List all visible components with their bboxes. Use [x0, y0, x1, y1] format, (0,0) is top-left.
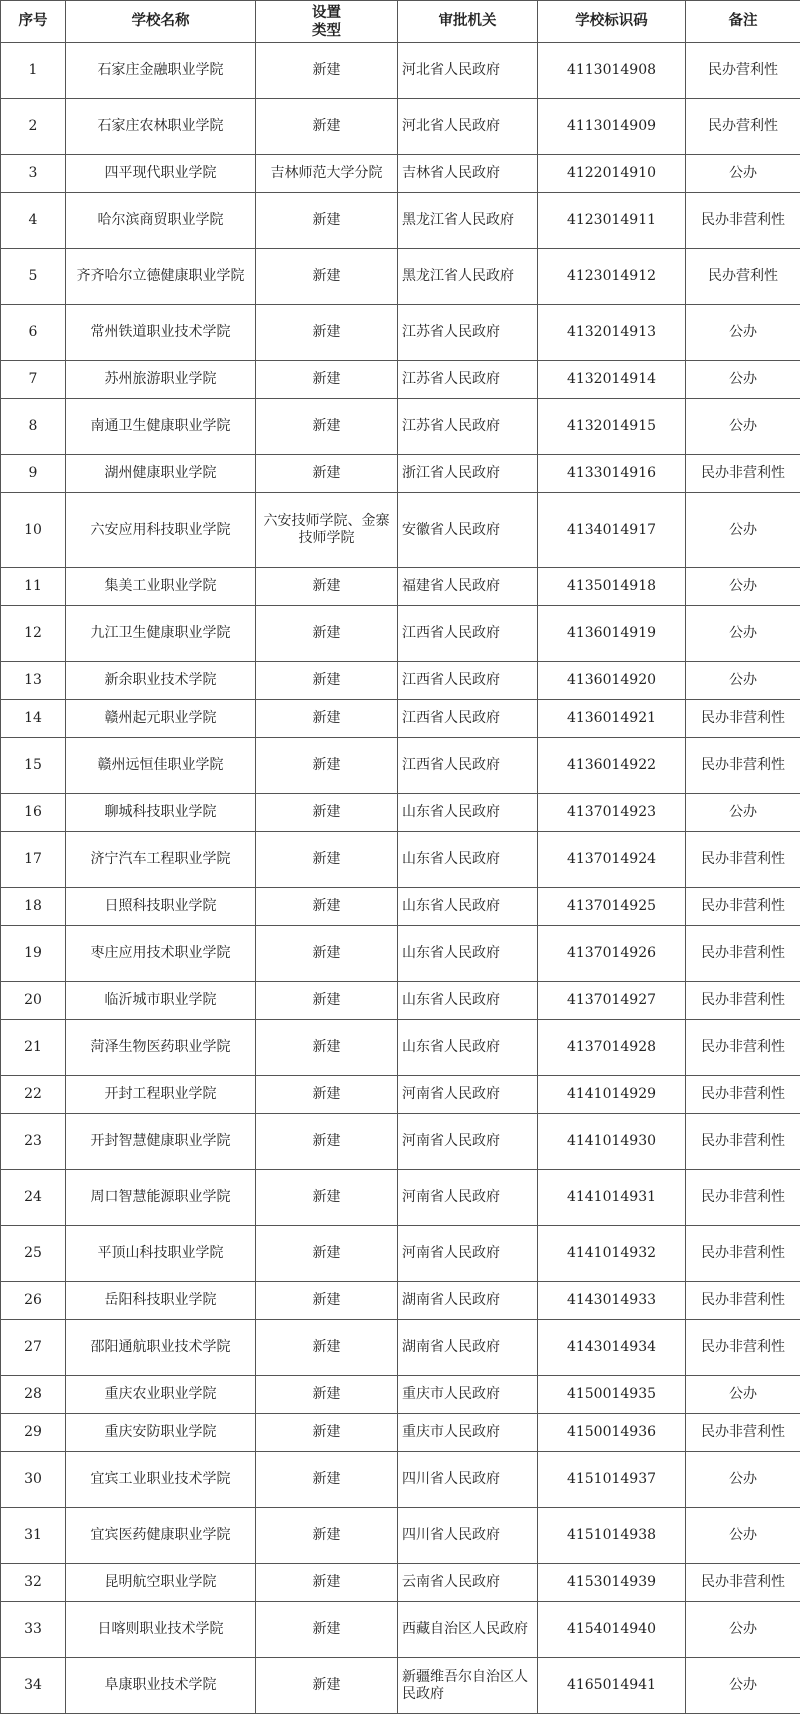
- table-row: [1, 1564, 800, 1602]
- cell-remark: 民办营利性: [686, 99, 800, 155]
- cell-type: 新建: [256, 1452, 398, 1508]
- header-row: [1, 1, 800, 43]
- cell-remark: 民办非营利性: [686, 1414, 800, 1452]
- cell-remark: 公办: [686, 1602, 800, 1658]
- cell-remark: 民办非营利性: [686, 738, 800, 794]
- cell-type: 新建: [256, 832, 398, 888]
- cell-type: 新建: [256, 568, 398, 606]
- cell-approval: 黑龙江省人民政府: [398, 249, 538, 305]
- cell-type: 新建: [256, 1658, 398, 1714]
- cell-approval: 江苏省人民政府: [398, 361, 538, 399]
- cell-type: 新建: [256, 926, 398, 982]
- cell-remark: 公办: [686, 493, 800, 568]
- cell-code: 4132014913: [538, 305, 686, 361]
- cell-remark: 公办: [686, 155, 800, 193]
- cell-code: 4136014922: [538, 738, 686, 794]
- cell-type: 新建: [256, 1226, 398, 1282]
- cell-name: 聊城科技职业学院: [66, 794, 256, 832]
- table-row: [1, 1226, 800, 1282]
- cell-name: 开封工程职业学院: [66, 1076, 256, 1114]
- cell-remark: 民办营利性: [686, 249, 800, 305]
- cell-type: 新建: [256, 700, 398, 738]
- cell-remark: 民办非营利性: [686, 888, 800, 926]
- cell-name: 赣州起元职业学院: [66, 700, 256, 738]
- cell-name: 石家庄农林职业学院: [66, 99, 256, 155]
- header-approval: 审批机关: [398, 1, 538, 43]
- cell-type: 新建: [256, 455, 398, 493]
- cell-approval: 江苏省人民政府: [398, 305, 538, 361]
- cell-remark: 公办: [686, 1452, 800, 1508]
- header-code: 学校标识码: [538, 1, 686, 43]
- table-row: [1, 455, 800, 493]
- cell-seq: 25: [1, 1226, 66, 1282]
- cell-seq: 2: [1, 99, 66, 155]
- cell-remark: 公办: [686, 1508, 800, 1564]
- cell-type: 新建: [256, 888, 398, 926]
- cell-code: 4122014910: [538, 155, 686, 193]
- cell-approval: 西藏自治区人民政府: [398, 1602, 538, 1658]
- cell-approval: 福建省人民政府: [398, 568, 538, 606]
- cell-name: 临沂城市职业学院: [66, 982, 256, 1020]
- cell-type: 新建: [256, 1376, 398, 1414]
- cell-remark: 民办非营利性: [686, 982, 800, 1020]
- cell-code: 4153014939: [538, 1564, 686, 1602]
- cell-name: 苏州旅游职业学院: [66, 361, 256, 399]
- cell-code: 4141014929: [538, 1076, 686, 1114]
- table-row: [1, 1508, 800, 1564]
- cell-name: 济宁汽车工程职业学院: [66, 832, 256, 888]
- cell-name: 哈尔滨商贸职业学院: [66, 193, 256, 249]
- table-row: [1, 888, 800, 926]
- cell-approval: 湖南省人民政府: [398, 1320, 538, 1376]
- cell-name: 菏泽生物医药职业学院: [66, 1020, 256, 1076]
- cell-seq: 22: [1, 1076, 66, 1114]
- table-row: [1, 662, 800, 700]
- table-row: [1, 1414, 800, 1452]
- cell-name: 集美工业职业学院: [66, 568, 256, 606]
- cell-remark: 民办营利性: [686, 43, 800, 99]
- table-row: [1, 738, 800, 794]
- cell-remark: 公办: [686, 399, 800, 455]
- cell-name: 赣州远恒佳职业学院: [66, 738, 256, 794]
- cell-type: 新建: [256, 794, 398, 832]
- cell-code: 4151014937: [538, 1452, 686, 1508]
- cell-type: 六安技师学院、金寨技师学院: [256, 493, 398, 568]
- table-row: [1, 606, 800, 662]
- cell-seq: 26: [1, 1282, 66, 1320]
- table-row: [1, 1602, 800, 1658]
- cell-seq: 17: [1, 832, 66, 888]
- cell-type: 吉林师范大学分院: [256, 155, 398, 193]
- cell-remark: 公办: [686, 606, 800, 662]
- cell-approval: 山东省人民政府: [398, 832, 538, 888]
- cell-type: 新建: [256, 361, 398, 399]
- cell-code: 4141014931: [538, 1170, 686, 1226]
- table-row: [1, 926, 800, 982]
- cell-name: 日喀则职业技术学院: [66, 1602, 256, 1658]
- table-row: [1, 1114, 800, 1170]
- cell-seq: 12: [1, 606, 66, 662]
- cell-type: 新建: [256, 1170, 398, 1226]
- cell-seq: 34: [1, 1658, 66, 1714]
- cell-code: 4137014927: [538, 982, 686, 1020]
- cell-approval: 山东省人民政府: [398, 926, 538, 982]
- cell-type: 新建: [256, 249, 398, 305]
- table-row: [1, 193, 800, 249]
- cell-remark: 公办: [686, 1658, 800, 1714]
- cell-seq: 30: [1, 1452, 66, 1508]
- cell-type: 新建: [256, 1564, 398, 1602]
- table-row: [1, 1452, 800, 1508]
- cell-name: 宜宾医药健康职业学院: [66, 1508, 256, 1564]
- cell-remark: 民办非营利性: [686, 832, 800, 888]
- cell-approval: 河南省人民政府: [398, 1114, 538, 1170]
- cell-remark: 公办: [686, 305, 800, 361]
- cell-remark: 民办非营利性: [686, 1020, 800, 1076]
- cell-approval: 江苏省人民政府: [398, 399, 538, 455]
- cell-remark: 民办非营利性: [686, 455, 800, 493]
- header-name: 学校名称: [66, 1, 256, 43]
- cell-code: 4137014923: [538, 794, 686, 832]
- cell-code: 4136014921: [538, 700, 686, 738]
- cell-seq: 3: [1, 155, 66, 193]
- cell-seq: 33: [1, 1602, 66, 1658]
- cell-type: 新建: [256, 193, 398, 249]
- cell-code: 4154014940: [538, 1602, 686, 1658]
- cell-seq: 10: [1, 493, 66, 568]
- cell-seq: 1: [1, 43, 66, 99]
- cell-code: 4137014928: [538, 1020, 686, 1076]
- table-row: [1, 700, 800, 738]
- cell-name: 常州铁道职业技术学院: [66, 305, 256, 361]
- cell-name: 重庆安防职业学院: [66, 1414, 256, 1452]
- cell-name: 六安应用科技职业学院: [66, 493, 256, 568]
- cell-approval: 湖南省人民政府: [398, 1282, 538, 1320]
- cell-approval: 河北省人民政府: [398, 43, 538, 99]
- table-row: [1, 1170, 800, 1226]
- cell-code: 4136014920: [538, 662, 686, 700]
- cell-approval: 山东省人民政府: [398, 794, 538, 832]
- table-row: [1, 305, 800, 361]
- cell-code: 4150014936: [538, 1414, 686, 1452]
- cell-remark: 公办: [686, 662, 800, 700]
- cell-type: 新建: [256, 1282, 398, 1320]
- table-row: [1, 568, 800, 606]
- header-seq: 序号: [1, 1, 66, 43]
- cell-name: 重庆农业职业学院: [66, 1376, 256, 1414]
- cell-name: 湖州健康职业学院: [66, 455, 256, 493]
- cell-name: 日照科技职业学院: [66, 888, 256, 926]
- cell-code: 4123014912: [538, 249, 686, 305]
- cell-seq: 31: [1, 1508, 66, 1564]
- cell-seq: 19: [1, 926, 66, 982]
- cell-type: 新建: [256, 1114, 398, 1170]
- cell-name: 南通卫生健康职业学院: [66, 399, 256, 455]
- cell-name: 岳阳科技职业学院: [66, 1282, 256, 1320]
- cell-seq: 20: [1, 982, 66, 1020]
- cell-seq: 7: [1, 361, 66, 399]
- cell-type: 新建: [256, 99, 398, 155]
- header-remark: 备注: [686, 1, 800, 43]
- cell-name: 平顶山科技职业学院: [66, 1226, 256, 1282]
- table-row: [1, 832, 800, 888]
- table-row: [1, 1282, 800, 1320]
- cell-code: 4132014915: [538, 399, 686, 455]
- cell-remark: 民办非营利性: [686, 1564, 800, 1602]
- cell-type: 新建: [256, 662, 398, 700]
- table-row: [1, 1320, 800, 1376]
- cell-name: 昆明航空职业学院: [66, 1564, 256, 1602]
- cell-type: 新建: [256, 1508, 398, 1564]
- table-row: [1, 794, 800, 832]
- cell-remark: 民办非营利性: [686, 1282, 800, 1320]
- table-row: [1, 155, 800, 193]
- cell-approval: 新疆维吾尔自治区人民政府: [398, 1658, 538, 1714]
- table-row: [1, 1658, 800, 1714]
- cell-name: 邵阳通航职业技术学院: [66, 1320, 256, 1376]
- cell-name: 四平现代职业学院: [66, 155, 256, 193]
- cell-approval: 重庆市人民政府: [398, 1376, 538, 1414]
- cell-type: 新建: [256, 1076, 398, 1114]
- cell-remark: 公办: [686, 1376, 800, 1414]
- cell-remark: 民办非营利性: [686, 1170, 800, 1226]
- cell-approval: 山东省人民政府: [398, 982, 538, 1020]
- cell-approval: 重庆市人民政府: [398, 1414, 538, 1452]
- cell-code: 4165014941: [538, 1658, 686, 1714]
- table-row: [1, 361, 800, 399]
- cell-name: 新余职业技术学院: [66, 662, 256, 700]
- cell-seq: 6: [1, 305, 66, 361]
- cell-seq: 27: [1, 1320, 66, 1376]
- cell-remark: 民办非营利性: [686, 700, 800, 738]
- cell-seq: 23: [1, 1114, 66, 1170]
- table-row: [1, 99, 800, 155]
- cell-seq: 13: [1, 662, 66, 700]
- table-row: [1, 43, 800, 99]
- cell-seq: 29: [1, 1414, 66, 1452]
- cell-seq: 32: [1, 1564, 66, 1602]
- cell-approval: 吉林省人民政府: [398, 155, 538, 193]
- cell-name: 宜宾工业职业技术学院: [66, 1452, 256, 1508]
- cell-seq: 11: [1, 568, 66, 606]
- cell-type: 新建: [256, 1020, 398, 1076]
- cell-code: 4143014933: [538, 1282, 686, 1320]
- cell-remark: 民办非营利性: [686, 1226, 800, 1282]
- cell-approval: 安徽省人民政府: [398, 493, 538, 568]
- cell-seq: 14: [1, 700, 66, 738]
- cell-code: 4134014917: [538, 493, 686, 568]
- cell-approval: 江西省人民政府: [398, 662, 538, 700]
- cell-code: 4135014918: [538, 568, 686, 606]
- cell-remark: 民办非营利性: [686, 193, 800, 249]
- cell-code: 4151014938: [538, 1508, 686, 1564]
- cell-remark: 民办非营利性: [686, 1076, 800, 1114]
- cell-type: 新建: [256, 399, 398, 455]
- cell-seq: 8: [1, 399, 66, 455]
- cell-code: 4141014930: [538, 1114, 686, 1170]
- cell-approval: 河南省人民政府: [398, 1170, 538, 1226]
- cell-name: 九江卫生健康职业学院: [66, 606, 256, 662]
- cell-approval: 河南省人民政府: [398, 1076, 538, 1114]
- table-row: [1, 399, 800, 455]
- cell-approval: 黑龙江省人民政府: [398, 193, 538, 249]
- table-row: [1, 493, 800, 568]
- cell-approval: 江西省人民政府: [398, 700, 538, 738]
- cell-type: 新建: [256, 305, 398, 361]
- cell-type: 新建: [256, 982, 398, 1020]
- cell-code: 4113014909: [538, 99, 686, 155]
- cell-type: 新建: [256, 1602, 398, 1658]
- cell-approval: 四川省人民政府: [398, 1508, 538, 1564]
- cell-approval: 山东省人民政府: [398, 1020, 538, 1076]
- cell-name: 周口智慧能源职业学院: [66, 1170, 256, 1226]
- cell-code: 4141014932: [538, 1226, 686, 1282]
- cell-approval: 浙江省人民政府: [398, 455, 538, 493]
- cell-remark: 民办非营利性: [686, 1320, 800, 1376]
- cell-type: 新建: [256, 606, 398, 662]
- header-type: 设置 类型: [256, 1, 398, 43]
- cell-seq: 9: [1, 455, 66, 493]
- cell-approval: 江西省人民政府: [398, 606, 538, 662]
- table-row: [1, 249, 800, 305]
- cell-approval: 河北省人民政府: [398, 99, 538, 155]
- table-row: [1, 1076, 800, 1114]
- cell-code: 4143014934: [538, 1320, 686, 1376]
- cell-name: 齐齐哈尔立德健康职业学院: [66, 249, 256, 305]
- cell-approval: 云南省人民政府: [398, 1564, 538, 1602]
- cell-seq: 18: [1, 888, 66, 926]
- table-row: [1, 1020, 800, 1076]
- cell-code: 4137014925: [538, 888, 686, 926]
- cell-seq: 15: [1, 738, 66, 794]
- cell-code: 4150014935: [538, 1376, 686, 1414]
- cell-seq: 28: [1, 1376, 66, 1414]
- cell-name: 石家庄金融职业学院: [66, 43, 256, 99]
- cell-remark: 民办非营利性: [686, 926, 800, 982]
- cell-code: 4132014914: [538, 361, 686, 399]
- cell-type: 新建: [256, 1320, 398, 1376]
- cell-remark: 公办: [686, 794, 800, 832]
- cell-seq: 21: [1, 1020, 66, 1076]
- cell-seq: 16: [1, 794, 66, 832]
- cell-approval: 山东省人民政府: [398, 888, 538, 926]
- cell-name: 开封智慧健康职业学院: [66, 1114, 256, 1170]
- cell-approval: 四川省人民政府: [398, 1452, 538, 1508]
- cell-type: 新建: [256, 738, 398, 794]
- cell-type: 新建: [256, 43, 398, 99]
- cell-code: 4137014926: [538, 926, 686, 982]
- cell-remark: 公办: [686, 568, 800, 606]
- cell-seq: 5: [1, 249, 66, 305]
- cell-seq: 24: [1, 1170, 66, 1226]
- cell-remark: 公办: [686, 361, 800, 399]
- cell-approval: 河南省人民政府: [398, 1226, 538, 1282]
- cell-type: 新建: [256, 1414, 398, 1452]
- table-row: [1, 1376, 800, 1414]
- table-row: [1, 982, 800, 1020]
- cell-code: 4133014916: [538, 455, 686, 493]
- cell-name: 阜康职业技术学院: [66, 1658, 256, 1714]
- cell-code: 4113014908: [538, 43, 686, 99]
- cell-code: 4136014919: [538, 606, 686, 662]
- cell-name: 枣庄应用技术职业学院: [66, 926, 256, 982]
- cell-remark: 民办非营利性: [686, 1114, 800, 1170]
- cell-code: 4123014911: [538, 193, 686, 249]
- cell-seq: 4: [1, 193, 66, 249]
- cell-code: 4137014924: [538, 832, 686, 888]
- cell-approval: 江西省人民政府: [398, 738, 538, 794]
